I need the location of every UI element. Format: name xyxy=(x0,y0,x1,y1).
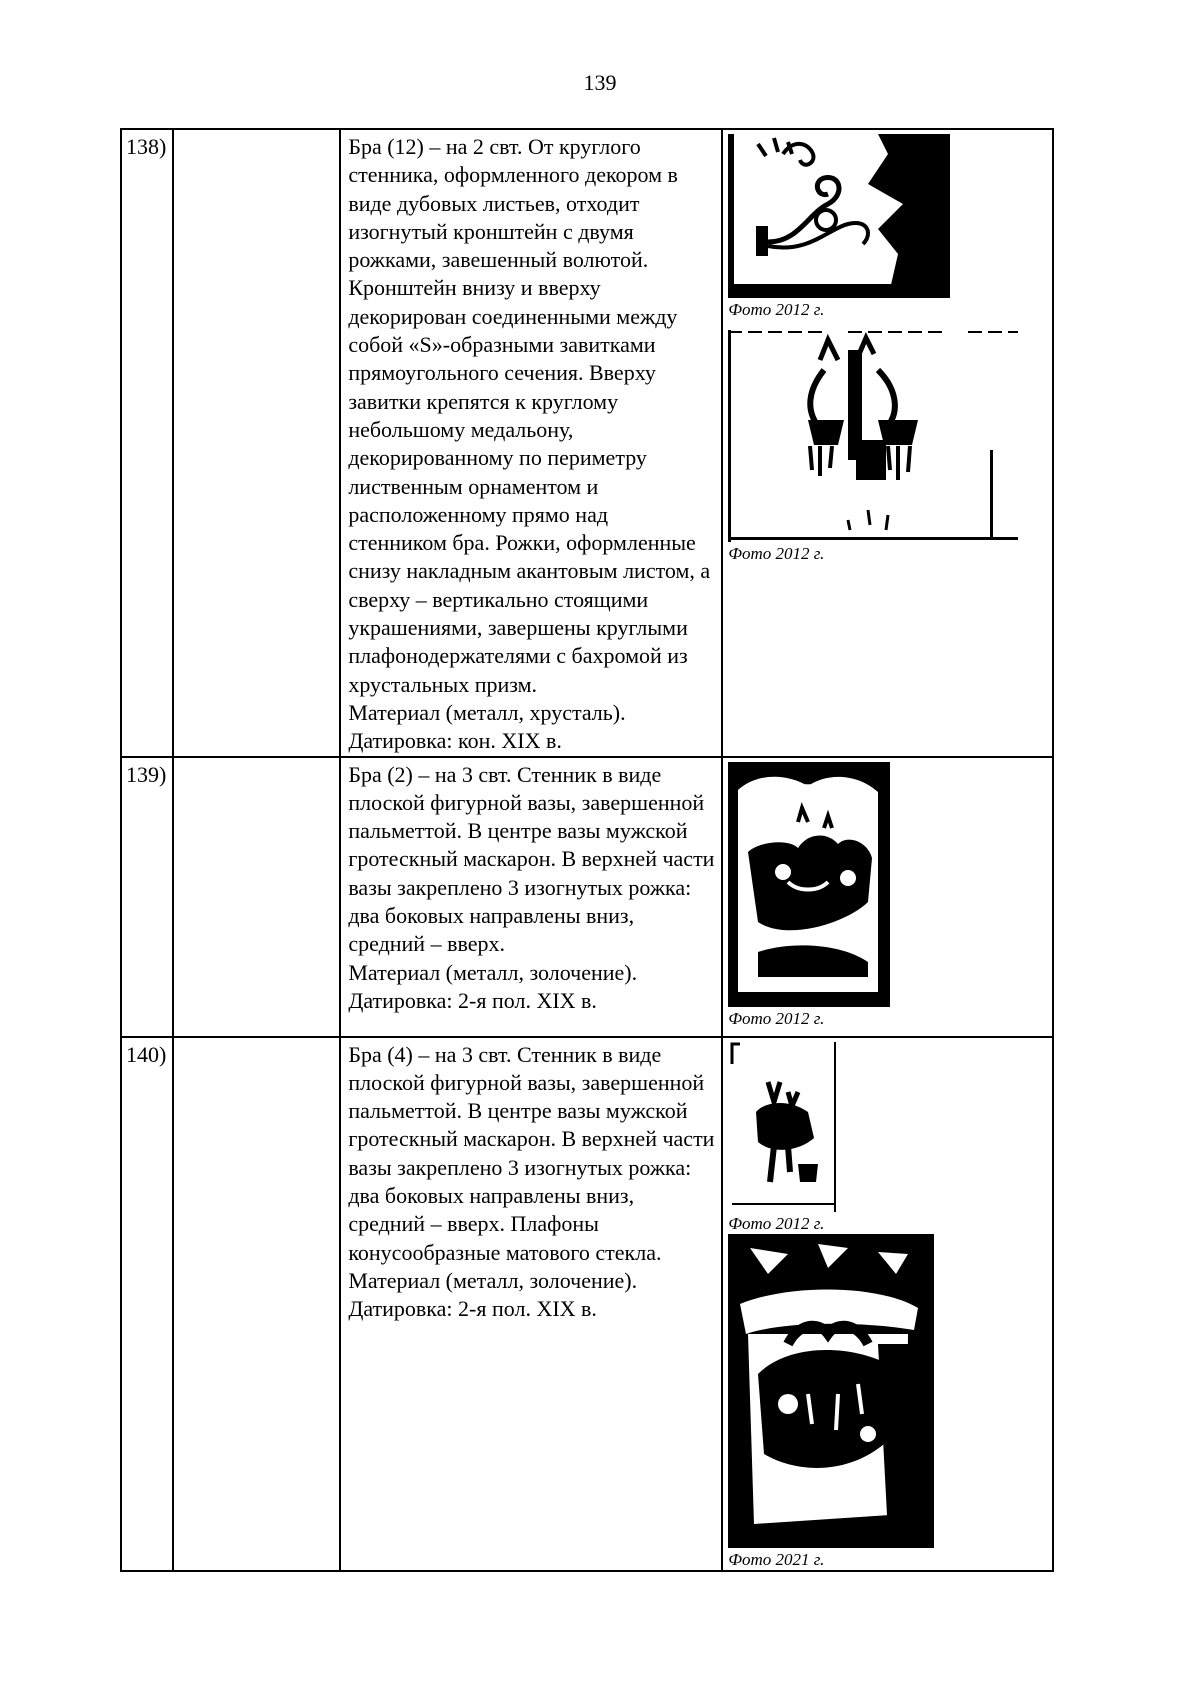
photo-block xyxy=(728,762,1052,1029)
description-line: небольшому медальону, xyxy=(348,416,574,442)
register-table xyxy=(120,128,1054,1572)
table-row xyxy=(121,1037,1053,1571)
photo-cell xyxy=(722,757,1053,1037)
photo-caption: Фото 2012 г. xyxy=(728,1213,825,1233)
photo-block xyxy=(728,330,1052,564)
description-cell xyxy=(340,1037,722,1571)
photo-block xyxy=(728,1234,1052,1570)
description-line: плафонодержателями с бахромой из xyxy=(348,643,688,669)
description-line: вазы закреплено 3 изогнутых рожка: xyxy=(348,1154,692,1180)
page-number: 139 xyxy=(583,70,617,95)
description-line: снизу накладным акантовым листом, а xyxy=(348,558,711,584)
table-row xyxy=(121,757,1053,1037)
photo-block xyxy=(728,134,1052,320)
description-line: Датировка: 2-я пол. XIX в. xyxy=(348,1296,597,1322)
row-number-cell xyxy=(121,129,173,757)
photo-block xyxy=(728,1042,1052,1234)
row-number-cell xyxy=(121,1037,173,1571)
description-line: расположенному прямо над xyxy=(348,501,609,527)
photo-cell xyxy=(722,1037,1053,1571)
photo-cell xyxy=(722,129,1053,757)
description-line: Материал (металл, хрусталь). xyxy=(348,699,626,725)
description-line: декорированному по периметру xyxy=(348,445,647,471)
photo-caption: Фото 2012 г. xyxy=(728,1008,825,1028)
sconce-photo xyxy=(728,762,1052,1007)
description-line: гротескный маскарон. В верхней части xyxy=(348,846,715,872)
description-cell xyxy=(340,757,722,1037)
empty-cell xyxy=(173,129,340,757)
description-line: Материал (металл, золочение). xyxy=(348,1267,638,1293)
description-line: Бра (2) – на 3 свт. Стенник в виде xyxy=(348,761,662,787)
description-line: два боковых направлены вниз, xyxy=(348,1183,635,1209)
description-line: виде дубовых листьев, отходит xyxy=(348,190,640,216)
description-line: Бра (4) – на 3 свт. Стенник в виде xyxy=(348,1041,662,1067)
description-line: Материал (металл, золочение). xyxy=(348,959,638,985)
row-number: 140) xyxy=(126,1041,167,1067)
description-line: средний – вверх. xyxy=(348,931,505,957)
description-line: лиственным орнаментом и xyxy=(348,473,599,499)
description-line: Бра (12) – на 2 свт. От круглого xyxy=(348,134,641,159)
sconce-photo xyxy=(728,330,1052,542)
description-line: собой «S»-образными завитками xyxy=(348,332,656,358)
description-line: Кронштейн внизу и вверху xyxy=(348,275,601,301)
photo-caption: Фото 2012 г. xyxy=(728,300,825,319)
row-number: 138) xyxy=(126,134,167,159)
description-cell xyxy=(340,129,722,757)
description-line: хрустальных призм. xyxy=(348,671,538,697)
description-line: сверху – вертикально стоящими xyxy=(348,586,649,612)
sconce-photo xyxy=(728,134,1052,298)
description-line: завитки крепятся к круглому xyxy=(348,388,619,414)
description-line: рожками, завешенный волютой. xyxy=(348,247,649,273)
table-row xyxy=(121,129,1053,757)
description-line: пальметтой. В центре вазы мужской xyxy=(348,1098,688,1124)
empty-cell xyxy=(173,1037,340,1571)
description-line: декорирован соединенными между xyxy=(348,303,678,329)
sconce-photo xyxy=(728,1042,1052,1212)
sconce-photo xyxy=(728,1234,1052,1548)
description-line: конусообразные матового стекла. xyxy=(348,1239,662,1265)
description-line: гротескный маскарон. В верхней части xyxy=(348,1126,715,1152)
description-line: прямоугольного сечения. Вверху xyxy=(348,360,656,386)
description-line: средний – вверх. Плафоны xyxy=(348,1211,599,1237)
description-line: пальметтой. В центре вазы мужской xyxy=(348,818,688,844)
description-line: украшениями, завершены круглыми xyxy=(348,615,688,641)
photo-caption: Фото 2021 г. xyxy=(728,1549,825,1569)
description-line: изогнутый кронштейн с двумя xyxy=(348,218,634,244)
description-line: вазы закреплено 3 изогнутых рожка: xyxy=(348,874,692,900)
description-line: Датировка: 2-я пол. XIX в. xyxy=(348,987,597,1013)
photo-caption: Фото 2012 г. xyxy=(728,544,825,563)
empty-cell xyxy=(173,757,340,1037)
description-line: стенником бра. Рожки, оформленные xyxy=(348,530,696,556)
row-number: 139) xyxy=(126,761,167,787)
row-number-cell xyxy=(121,757,173,1037)
description-line: стенника, оформленного декором в xyxy=(348,162,678,188)
description-line: плоской фигурной вазы, завершенной xyxy=(348,1069,705,1095)
description-line: плоской фигурной вазы, завершенной xyxy=(348,789,705,815)
description-line: Датировка: кон. XIX в. xyxy=(348,728,562,754)
description-line: два боковых направлены вниз, xyxy=(348,903,635,929)
